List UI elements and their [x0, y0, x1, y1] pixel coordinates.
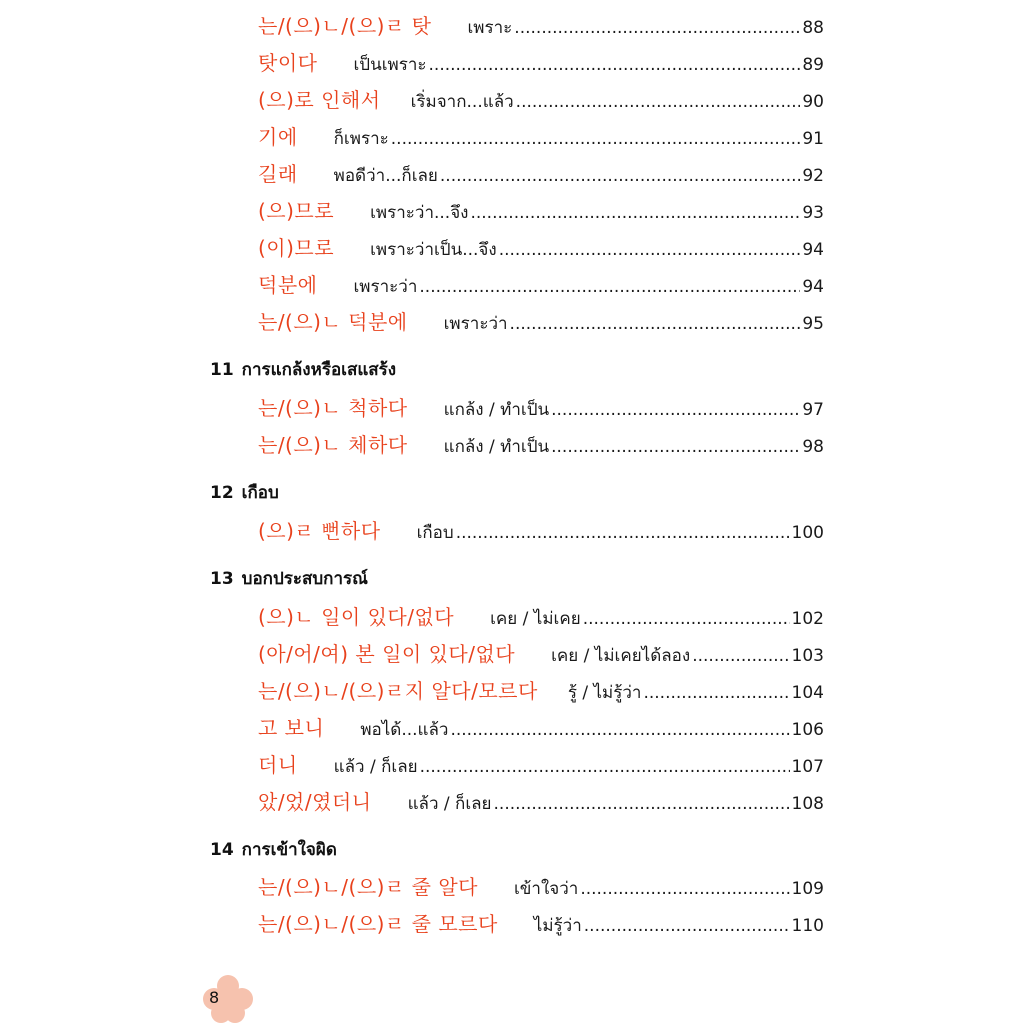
thai-meaning: เพราะว่า [353, 277, 418, 297]
dot-leader [419, 277, 800, 297]
thai-meaning: เพราะว่าเป็น...จึง [370, 240, 497, 260]
page-ref: 100 [791, 523, 824, 543]
korean-grammar: 는/(으)ㄴ/(으)ㄹ지 알다/모르다 [258, 679, 538, 703]
page-ref: 110 [791, 916, 824, 936]
dot-leader [510, 314, 801, 334]
thai-meaning: เคย / ไม่เคย [490, 609, 581, 629]
page-ref: 98 [802, 437, 824, 457]
page-ref: 102 [791, 609, 824, 629]
toc-entry[interactable] [258, 908, 824, 939]
toc-entry[interactable] [258, 429, 824, 460]
section-heading[interactable] [210, 836, 337, 863]
page-ref: 95 [802, 314, 824, 334]
page-ref: 108 [791, 794, 824, 814]
toc-entry[interactable] [258, 47, 824, 78]
toc-entry[interactable] [258, 84, 824, 115]
dot-leader [643, 683, 789, 703]
dot-leader [583, 609, 790, 629]
toc-entry[interactable] [258, 749, 824, 780]
toc-entry[interactable] [258, 269, 824, 300]
korean-grammar: (으)ㄹ 뻔하다 [258, 519, 381, 543]
thai-meaning: เพราะ [467, 18, 513, 38]
page-ref: 103 [791, 646, 824, 666]
dot-leader [580, 879, 789, 899]
toc-entry[interactable] [258, 195, 824, 226]
toc-entry[interactable] [258, 675, 824, 706]
dot-leader [551, 437, 800, 457]
korean-grammar: 고 보니 [258, 716, 325, 740]
korean-grammar: 는/(으)ㄴ 덕분에 [258, 310, 408, 334]
section-number: 11 [210, 360, 234, 380]
dot-leader [470, 203, 800, 223]
thai-meaning: แกล้ง / ทำเป็น [443, 437, 550, 457]
page-ref: 94 [802, 240, 824, 260]
korean-grammar: 는/(으)ㄴ 척하다 [258, 396, 408, 420]
section-title: การเข้าใจผิด [241, 840, 337, 860]
toc-entry[interactable] [258, 515, 824, 546]
page-ref: 90 [802, 92, 824, 112]
thai-meaning: เริ่มจาก...แล้ว [410, 92, 514, 112]
dot-leader [499, 240, 801, 260]
page-ref: 92 [802, 166, 824, 186]
thai-meaning: พอดีว่า...ก็เลย [333, 166, 438, 186]
page-ref: 94 [802, 277, 824, 297]
korean-grammar: 덕분에 [258, 273, 318, 297]
dot-leader [450, 720, 789, 740]
section-title: เกือบ [241, 483, 279, 503]
toc-entry[interactable] [258, 158, 824, 189]
page-ref: 88 [802, 18, 824, 38]
thai-meaning: เกือบ [416, 523, 454, 543]
page-ref: 107 [791, 757, 824, 777]
toc-entry[interactable] [258, 10, 824, 41]
korean-grammar: 았/었/였더니 [258, 790, 372, 814]
thai-meaning: ก็เพราะ [333, 129, 389, 149]
dot-leader [514, 18, 800, 38]
section-title: การแกล้งหรือเสแสร้ง [241, 360, 397, 380]
dot-leader [494, 794, 790, 814]
korean-grammar: 는/(으)ㄴ/(으)ㄹ 줄 알다 [258, 875, 478, 899]
thai-meaning: เป็นเพราะ [353, 55, 427, 75]
page-ref: 91 [802, 129, 824, 149]
dot-leader [420, 757, 790, 777]
page-ref: 109 [791, 879, 824, 899]
korean-grammar: 는/(으)ㄴ 체하다 [258, 433, 408, 457]
toc-entry[interactable] [258, 121, 824, 152]
korean-grammar: 길래 [258, 162, 298, 186]
dot-leader [584, 916, 790, 936]
korean-grammar: (으)로 인해서 [258, 88, 381, 112]
thai-meaning: เข้าใจว่า [513, 879, 579, 899]
korean-grammar: 는/(으)ㄴ/(으)ㄹ 탓 [258, 14, 432, 38]
section-number: 14 [210, 840, 234, 860]
korean-grammar: (아/어/여) 본 일이 있다/없다 [258, 642, 516, 666]
toc-entry[interactable] [258, 638, 824, 669]
toc-entry[interactable] [258, 786, 824, 817]
dot-leader [692, 646, 789, 666]
toc-entry[interactable] [258, 306, 824, 337]
korean-grammar: (으)ㄴ 일이 있다/없다 [258, 605, 455, 629]
section-title: บอกประสบการณ์ [241, 569, 368, 589]
korean-grammar: 기에 [258, 125, 298, 149]
page-ref: 104 [791, 683, 824, 703]
dot-leader [456, 523, 790, 543]
thai-meaning: แกล้ง / ทำเป็น [443, 400, 550, 420]
thai-meaning: เคย / ไม่เคยได้ลอง [551, 646, 691, 666]
section-heading[interactable] [210, 565, 368, 592]
korean-grammar: 탓이다 [258, 51, 318, 75]
thai-meaning: แล้ว / ก็เลย [407, 794, 492, 814]
toc-entry[interactable] [258, 601, 824, 632]
toc-entry[interactable] [258, 232, 824, 263]
page-number: 8 [209, 988, 220, 1007]
thai-meaning: แล้ว / ก็เลย [333, 757, 418, 777]
dot-leader [551, 400, 800, 420]
toc-entry[interactable] [258, 712, 824, 743]
thai-meaning: ไม่รู้ว่า [533, 916, 582, 936]
korean-grammar: 더니 [258, 753, 298, 777]
page-ref: 106 [791, 720, 824, 740]
page-ref: 89 [802, 55, 824, 75]
dot-leader [516, 92, 801, 112]
thai-meaning: เพราะว่า [443, 314, 508, 334]
section-number: 12 [210, 483, 234, 503]
dot-leader [440, 166, 800, 186]
korean-grammar: (이)므로 [258, 236, 335, 260]
section-number: 13 [210, 569, 234, 589]
section-heading[interactable] [210, 356, 396, 383]
dot-leader [429, 55, 801, 75]
toc-entry[interactable] [258, 392, 824, 423]
toc-entry[interactable] [258, 871, 824, 902]
thai-meaning: เพราะว่า...จึง [370, 203, 469, 223]
section-heading[interactable] [210, 479, 279, 506]
page-ref: 93 [802, 203, 824, 223]
dot-leader [391, 129, 801, 149]
korean-grammar: (으)므로 [258, 199, 335, 223]
thai-meaning: รู้ / ไม่รู้ว่า [567, 683, 642, 703]
page-ref: 97 [802, 400, 824, 420]
korean-grammar: 는/(으)ㄴ/(으)ㄹ 줄 모르다 [258, 912, 498, 936]
thai-meaning: พอได้...แล้ว [360, 720, 449, 740]
